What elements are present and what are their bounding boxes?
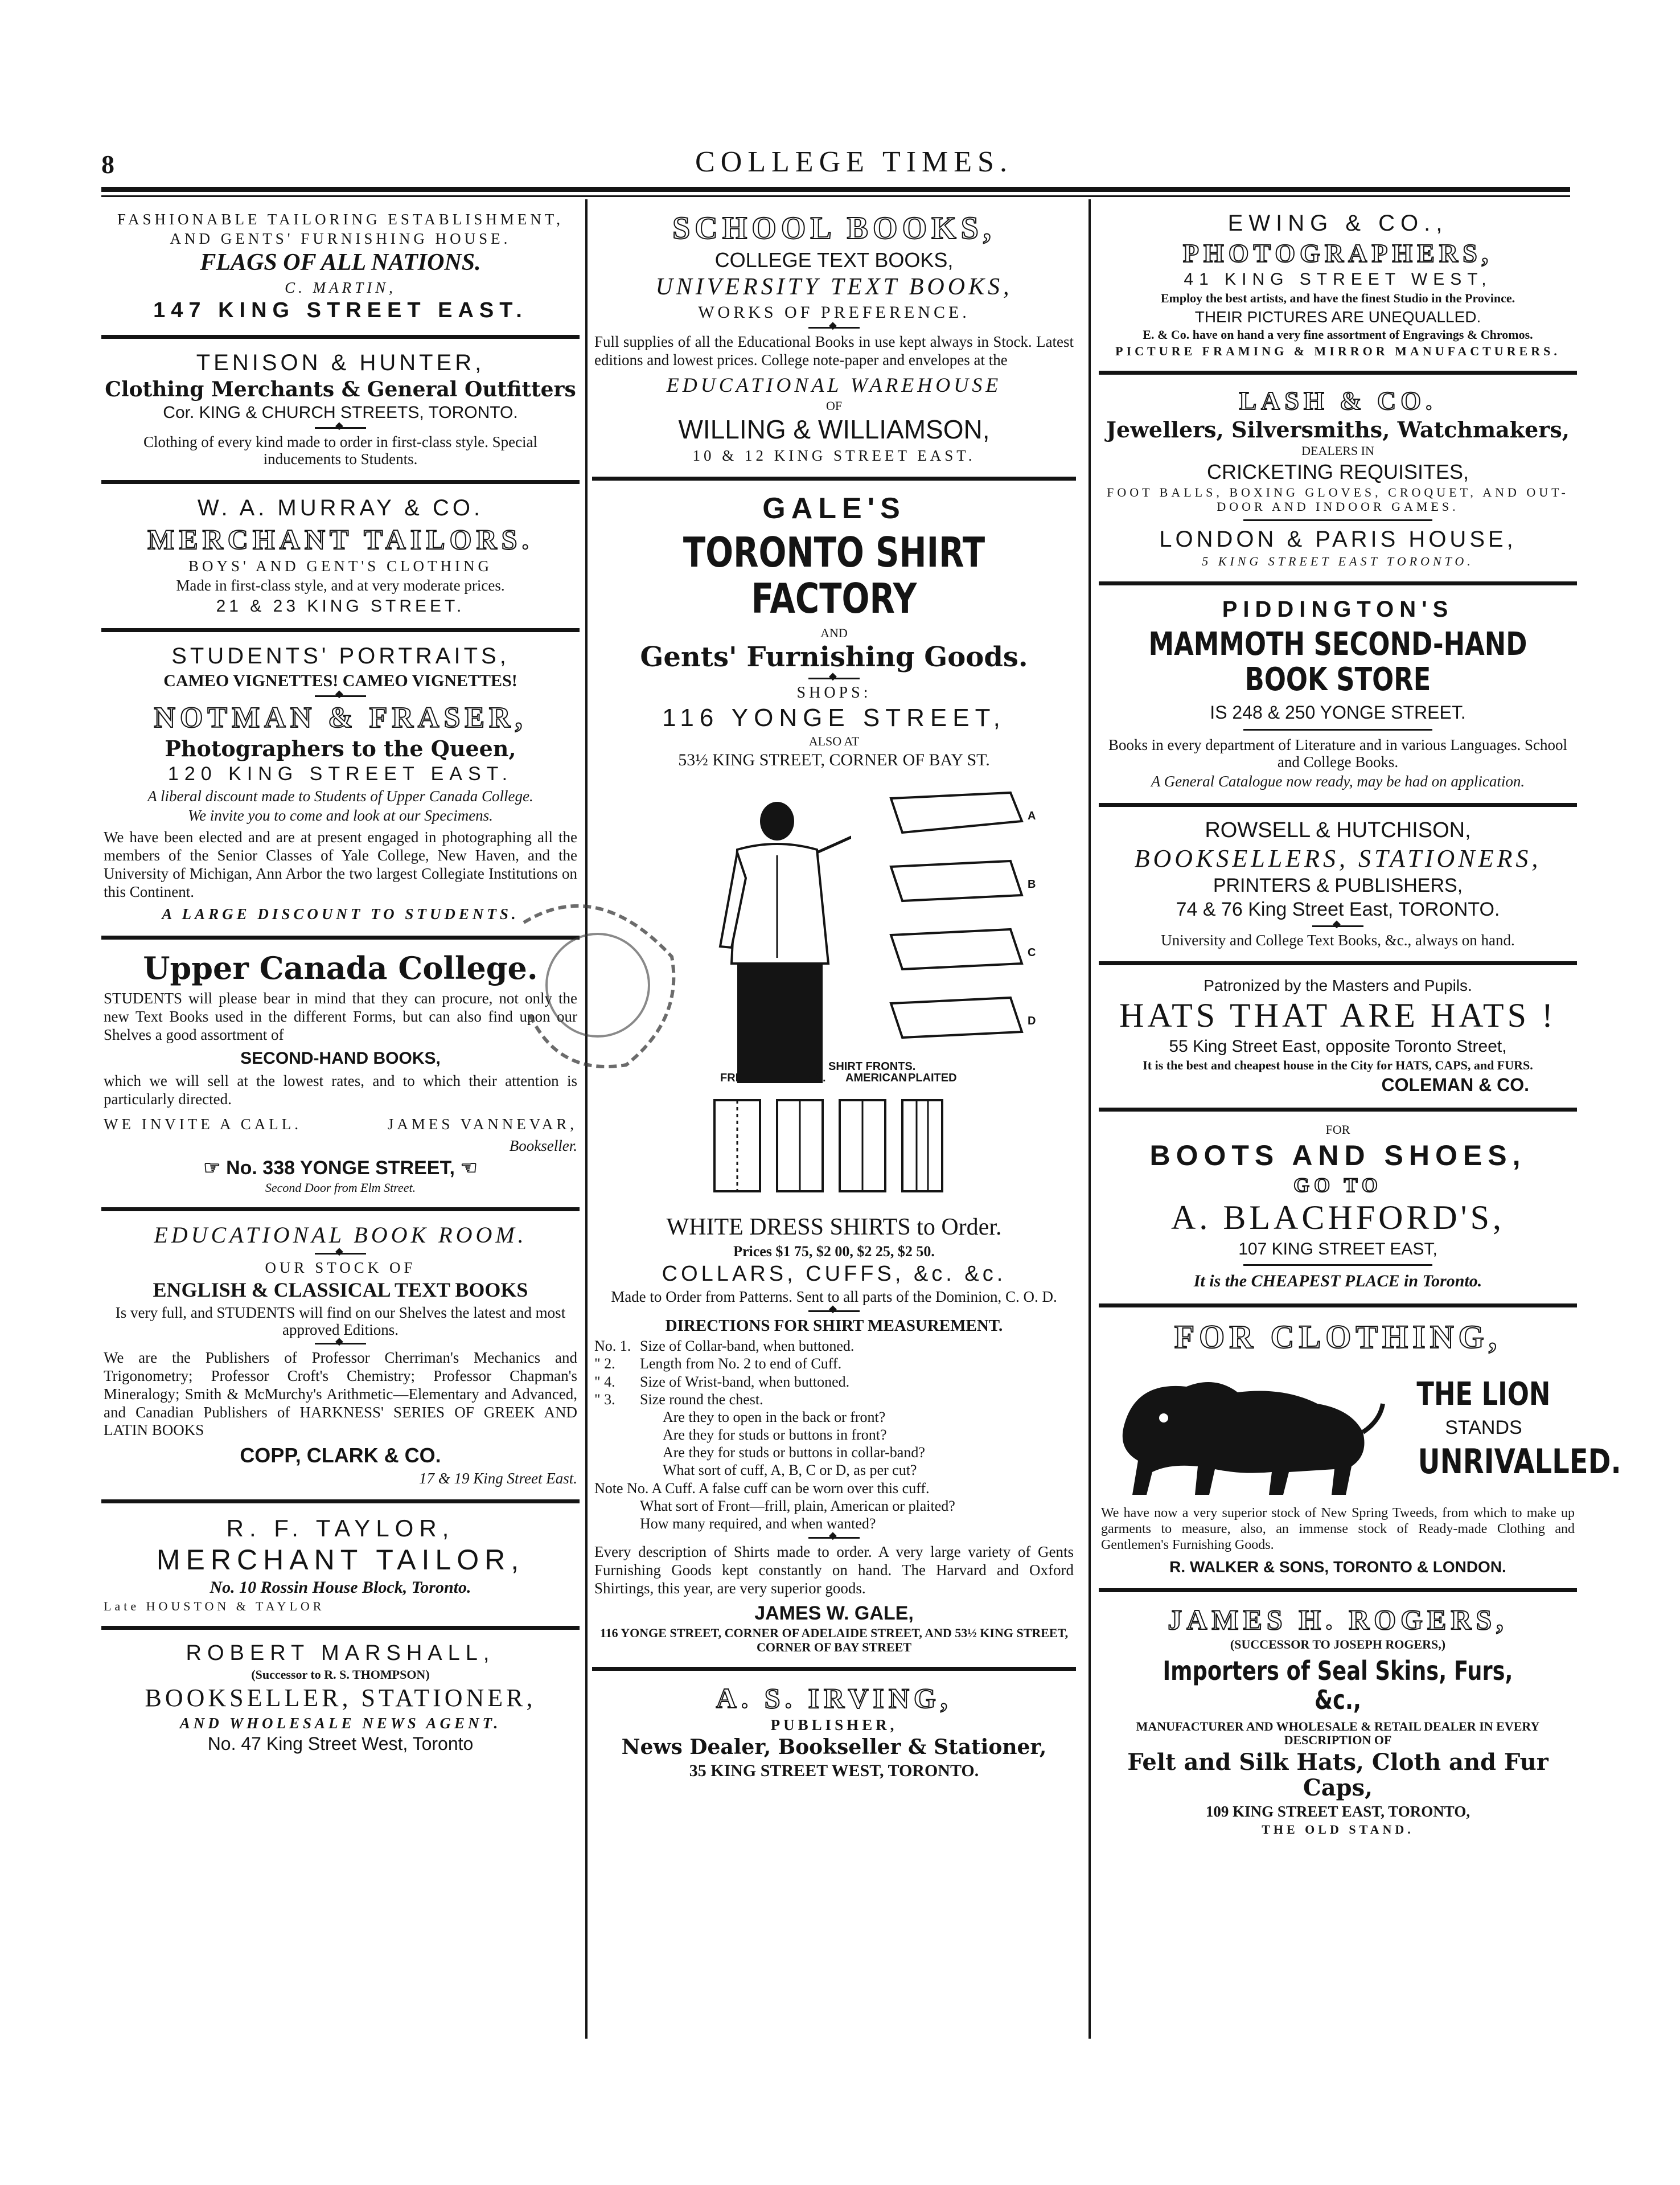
ad-rowsell-trade: BOOKSELLERS, STATIONERS, [1134,845,1542,873]
ad-copp-name: COPP, CLARK & CO. [240,1444,441,1467]
ad-walker-name: R. WALKER & SONS, TORONTO & LONDON. [1169,1557,1506,1576]
ad-ucc-invite: WE INVITE A CALL. [104,1116,302,1133]
page-number: 8 [101,150,114,179]
ad-willing-of: OF [825,398,843,413]
ad-gale-every: Every description of Shirts made to order. A very large variety of Gents Furnishing Goods kept constantly on hand. The Harvard and Oxford Shirtings, this year, are very superior goods. [594,1543,1074,1597]
cuff-diagrams-icon [885,787,1033,1055]
ad-willing-h2: COLLEGE TEXT BOOKS, [714,248,954,272]
ad-marshall-name: ROBERT MARSHALL, [186,1641,495,1666]
ad-notman-address: 120 KING STREET EAST. [167,763,514,785]
ad-gale-also: ALSO AT [808,733,860,748]
ad-rogers-trade2: Felt and Silk Hats, Cloth and Fur Caps, [1127,1748,1548,1801]
divider-ornament [315,1253,366,1255]
ad-gale-addr1: 116 YONGE STREET, [662,704,1006,732]
divider-ornament [315,1343,366,1344]
ad-marshall [101,1630,580,1767]
cuff-label-a: A [1028,809,1036,822]
ad-rowsell-name: ROWSELL & HUTCHISON, [1205,818,1471,842]
ad-coleman-l1: Patronized by the Masters and Pupils. [1203,976,1472,994]
ad-tenison [101,339,580,484]
ad-irving-trade: News Dealer, Bookseller & Stationer, [621,1735,1047,1760]
ad-lash-name: LASH & CO. [1239,386,1437,416]
ad-walker-lion1: THE LION [1416,1375,1551,1413]
ad-irving [592,1671,1076,1793]
ad-copp-l1: OUR STOCK OF [265,1259,416,1277]
ad-gale-white: WHITE DRESS SHIRTS to Order. [666,1214,1002,1240]
divider-rule [1243,1264,1433,1266]
header-rule [101,187,1570,192]
ad-upper-canada-college [101,940,580,1212]
ad-blachford-goto: GO TO [1293,1174,1382,1196]
ad-willing-williamson [592,199,1076,481]
header-rule-thin [101,195,1570,197]
ad-gale-shops: SHOPS: [796,683,872,702]
ad-blachford-tag: It is the CHEAPEST PLACE in Toronto. [1193,1272,1482,1291]
ad-marshall-sub: (Successor to R. S. THOMPSON) [251,1667,430,1682]
ad-rowsell [1099,807,1577,965]
ad-willing-warehouse: EDUCATIONAL WAREHOUSE [666,374,1002,397]
ad-gale-name: JAMES W. GALE, [754,1602,914,1624]
ad-gale-prices: Prices $1 75, $2 00, $2 25, $2 50. [733,1243,935,1260]
divider-rule [1243,729,1433,731]
direction-item: " 4. Size of Wrist-band, when buttoned. [594,1373,850,1390]
ad-willing-h4: WORKS OF PREFERENCE. [698,303,970,322]
cuff-label-b: B [1028,878,1036,891]
ad-notman-name: NOTMAN & FRASER, [154,701,527,734]
column-divider-left [585,199,588,2039]
ad-blachford-name: A. BLACHFORD'S, [1171,1199,1505,1237]
ad-willing-name: WILLING & WILLIAMSON, [678,415,990,445]
ad-piddington-name: PIDDINGTON'S [1222,596,1454,622]
ad-rogers-sub: (SUCCESSOR TO JOSEPH ROGERS,) [1230,1637,1446,1651]
ad-irving-name: A. S. IRVING, [716,1682,952,1715]
ad-willing-h3: UNIVERSITY TEXT BOOKS, [655,274,1013,301]
shirt-front-plain: PLAIN. [788,1071,826,1084]
ad-taylor-note: Late HOUSTON & TAYLOR [104,1598,325,1613]
divider-ornament [315,427,366,429]
ad-gale-collars: COLLARS, CUFFS, &c. &c. [662,1261,1007,1286]
ad-lash-l3: LONDON & PARIS HOUSE, [1159,527,1517,552]
ad-lash-l2: FOOT BALLS, BOXING GLOVES, CROQUET, AND OUT-DOOR AND INDOOR GAMES. [1107,485,1569,514]
ad-murray-line1: BOYS' AND GENT'S CLOTHING [188,557,492,575]
ad-lash-dealers: DEALERS IN [1301,444,1374,458]
ad-ewing-trade: PHOTOGRAPHERS, [1182,238,1493,268]
ad-murray-name: W. A. MURRAY & CO. [197,495,484,521]
direction-note: How many required, and when wanted? [640,1515,876,1532]
ad-piddington [1099,585,1577,807]
ad-martin [101,199,580,339]
ad-blachford-headline: BOOTS AND SHOES, [1149,1139,1526,1171]
ad-ucc-proprietor: JAMES VANNEVAR, [387,1116,577,1133]
ad-gale-h2: TORONTO SHIRT FACTORY [683,528,985,622]
ad-murray-address: 21 & 23 KING STREET. [216,596,465,616]
shirt-front-frill: FRILL. [720,1071,756,1084]
ad-coleman-headline: HATS THAT ARE HATS ! [1119,997,1556,1035]
running-title: COLLEGE TIMES. [695,146,1013,178]
ad-notman-trade: Photographers to the Queen, [165,735,516,761]
column-1 [101,199,580,1767]
ad-gale-made: Made to Order from Patterns. Sent to all parts of the Dominion, C. O. D. [611,1288,1057,1306]
divider-ornament [808,1537,860,1539]
ad-martin-address: 147 KING STREET EAST. [153,298,528,322]
ad-ewing-l3: E. & Co. have on hand a very fine assortment of Engravings & Chromos. [1143,327,1533,342]
pointing-hand-icon: ☞ [203,1157,227,1179]
ad-coleman-l2: It is the best and cheapest house in the City for HATS, CAPS, and FURS. [1143,1057,1533,1072]
ad-murray-line2: Made in first-class style, and at very moderate prices. [176,577,505,595]
ad-copp-l2: ENGLISH & CLASSICAL TEXT BOOKS [153,1278,528,1302]
ad-coleman [1099,965,1577,1112]
shirt-front-american: AMERICAN [845,1071,907,1084]
ad-ucc-sub: Second Door from Elm Street. [265,1180,416,1195]
direction-item: " 2. Length from No. 2 to end of Cuff. [594,1355,842,1372]
direction-question: What sort of cuff, A, B, C or D, as per cut? [663,1462,917,1479]
ad-blachford-for: FOR [1325,1122,1350,1137]
ad-ewing-name: EWING & CO., [1227,211,1448,236]
ad-notman-headline: STUDENTS' PORTRAITS, [171,643,510,669]
ad-lash-trade: Jewellers, Silversmiths, Watchmakers, [1106,416,1570,442]
ad-gale-addr-small: 116 YONGE STREET, CORNER OF ADELAIDE STREET, AND 53½ KING STREET, CORNER OF BAY STREET [599,1625,1069,1654]
cuff-label-d: D [1028,1014,1036,1027]
ad-piddington-trade: MAMMOTH SECOND-HAND BOOK STORE [1148,625,1527,699]
ad-rogers-l1: MANUFACTURER AND WHOLESALE & RETAIL DEALER IN EVERY DESCRIPTION OF [1136,1719,1540,1748]
direction-item: No. 1. Size of Collar-band, when buttoned. [594,1338,855,1355]
ad-notman-body: We have been elected and are at present engaged in photographing all the members of the Senior Classes of Yale College, New Haven, and the University of Michigan, Ann Arbor the two largest Collegiate Institutions on this Continent. [104,829,577,900]
shirt-fronts-icon [703,1094,948,1197]
column-3 [1099,199,1621,1849]
divider-ornament [808,678,860,679]
ad-irving-role: PUBLISHER, [770,1716,898,1734]
ad-piddington-body: Books in every department of Literature and in various Languages. School and College Books. [1108,736,1568,771]
ad-ucc-role: Bookseller. [509,1137,577,1155]
shirt-front-plaited: PLAITED [908,1071,957,1084]
ad-ucc-body2: which we will sell at the lowest rates, and to which their attention is particularly directed. [104,1072,577,1108]
ad-notman [101,632,580,939]
ad-martin-line1: FASHIONABLE TAILORING ESTABLISHMENT, [117,211,564,228]
ad-ucc-address: ☞ No. 338 YONGE STREET, ☜ [203,1157,478,1179]
column-divider-right [1088,199,1091,2039]
ad-taylor-address: No. 10 Rossin House Block, Toronto. [210,1577,471,1597]
ad-tenison-trade: Clothing Merchants & General Outfitters [105,378,576,402]
ad-tenison-body: Clothing of every kind made to order in first-class style. Special inducements to Students. [143,433,538,468]
ad-ucc-body1: STUDENTS will please bear in mind that they can procure, not only the new Text Books used in the different Forms, but can also find upon our Shelves a good assortment of [104,990,577,1043]
ad-rogers-name: JAMES H. ROGERS, [1168,1603,1508,1635]
direction-question: Are they for studs or buttons in collar-band? [663,1444,925,1461]
ad-tenison-address: Cor. KING & CHURCH STREETS, TORONTO. [163,403,518,423]
ad-willing-address: 10 & 12 KING STREET EAST. [692,446,976,464]
lion-icon [1101,1358,1386,1501]
ad-notman-footer: A LARGE DISCOUNT TO STUDENTS. [162,905,519,923]
ad-rowsell-address: 74 & 76 King Street East, TORONTO. [1176,899,1500,921]
ad-murray [101,484,580,632]
ad-marshall-trade2: AND WHOLESALE NEWS AGENT. [179,1714,502,1732]
ad-willing-body: Full supplies of all the Educational Books in use kept always in Stock. Latest editions and lowest prices. College note-paper and envelopes at the [594,333,1074,368]
direction-note: Note No. A Cuff. A false cuff can be worn over this cuff. [594,1479,930,1497]
ad-notman-cameo: CAMEO VIGNETTES! CAMEO VIGNETTES! [163,671,517,691]
pointing-hand-icon: ☜ [454,1157,478,1179]
ad-notman-invite: We invite you to come and look at our Specimens. [188,806,493,824]
ad-irving-address: 35 KING STREET WEST, TORONTO. [689,1761,979,1780]
ad-taylor [101,1503,580,1630]
ad-coleman-name: COLEMAN & CO. [1381,1074,1529,1095]
ad-lash-address: 5 KING STREET EAST TORONTO. [1202,554,1474,569]
ad-taylor-trade: MERCHANT TAILOR, [156,1543,525,1576]
ad-lash [1099,375,1577,585]
ad-taylor-name: R. F. TAYLOR, [226,1514,455,1542]
ad-copp-clark [101,1211,580,1503]
ad-murray-trade: MERCHANT TAILORS. [147,523,533,556]
ad-gale-h1: GALE'S [762,492,906,526]
direction-item: " 3. Size round the chest. [594,1391,763,1408]
ad-gale-and: AND [820,625,848,640]
ad-rogers-address: 109 KING STREET EAST, TORONTO, [1205,1803,1470,1821]
ad-copp-title: EDUCATIONAL BOOK ROOM. [154,1222,527,1248]
ad-walker-headline: FOR CLOTHING, [1174,1318,1502,1355]
ad-rowsell-trade2: PRINTERS & PUBLISHERS, [1213,875,1463,897]
ad-copp-body: We are the Publishers of Professor Cherriman's Mechanics and Trigonometry; Professor Croft's Chemistry; Professor Chapman's Mineralogy; Smith & McMurchy's Arithmetic—Elementary and Advanced, and Canadian Publishers of HARKNESS' SERIES OF GREEK AND LATIN BOOKS [104,1349,577,1439]
ad-willing-h1: SCHOOL BOOKS, [672,211,996,246]
ad-ewing-l4: PICTURE FRAMING & MIRROR MANUFACTURERS. [1115,343,1560,358]
ad-lash-l1: CRICKETING REQUISITES, [1206,460,1469,483]
ad-ewing-l2: THEIR PICTURES ARE UNEQUALLED. [1194,308,1481,326]
ad-walker [1099,1307,1621,1592]
ad-walker-lion2: STANDS [1445,1417,1522,1439]
ad-blachford-address: 107 KING STREET EAST, [1238,1239,1437,1258]
direction-note: What sort of Front—frill, plain, American or plaited? [640,1497,955,1514]
direction-question: Are they to open in the back or front? [663,1408,886,1425]
ad-piddington-catalogue: A General Catalogue now ready, may be had on application. [1151,773,1525,790]
ad-ewing-address: 41 KING STREET WEST, [1184,270,1492,289]
divider-ornament [315,695,366,697]
ad-rowsell-body: University and College Text Books, &c., always on hand. [1161,931,1515,949]
ad-ewing-l1: Employ the best artists, and have the finest Studio in the Province. [1160,290,1515,305]
ad-rogers-stand: THE OLD STAND. [1262,1822,1414,1836]
ad-copp-address: 17 & 19 King Street East. [419,1469,577,1487]
ad-gale-h3: Gents' Furnishing Goods. [640,641,1028,674]
shirt-fronts-title: SHIRT FRONTS. [828,1060,916,1073]
ad-copp-l3: Is very full, and STUDENTS will find on our Shelves the latest and most approved Editions. [115,1303,566,1338]
ad-gale-dir-title: DIRECTIONS FOR SHIRT MEASUREMENT. [665,1316,1003,1335]
direction-question: Are they for studs or buttons in front? [663,1426,887,1444]
ad-gale-addr2: 53½ KING STREET, CORNER OF BAY ST. [678,751,990,770]
divider-ornament [808,327,860,329]
ad-tenison-name: TENISON & HUNTER, [196,350,485,376]
ad-notman-discount: A liberal discount made to Students of Upper Canada College. [147,787,533,805]
divider-ornament [1312,925,1363,927]
library-stamp-icon [512,888,683,1076]
ad-ucc-title: Upper Canada College. [143,949,538,986]
ad-ucc-secondhand: SECOND-HAND BOOKS, [240,1048,441,1068]
ad-piddington-address: IS 248 & 250 YONGE STREET. [1210,702,1466,723]
ad-walker-body: We have now a very superior stock of New Spring Tweeds, from which to make up garments to measure, also, an immense stock of Ready-made Clothing and Gentlemen's Furnishing Goods. [1101,1505,1575,1553]
ad-martin-flags: FLAGS OF ALL NATIONS. [200,249,481,276]
divider-rule [1243,519,1433,521]
ad-martin-proprietor: C. MARTIN, [285,278,396,296]
ad-rogers [1099,1592,1577,1849]
ad-blachford [1099,1112,1577,1307]
ad-coleman-address: 55 King Street East, opposite Toronto Street, [1169,1037,1507,1056]
ad-ewing [1099,199,1577,375]
ad-martin-line2: AND GENTS' FURNISHING HOUSE. [170,230,511,248]
ad-marshall-trade: BOOKSELLER, STATIONER, [145,1684,536,1712]
ad-marshall-address: No. 47 King Street West, Toronto [207,1733,474,1754]
measurement-directions [594,1337,1074,1532]
ad-rogers-trade: Importers of Seal Skins, Furs, &c., [1163,1655,1513,1716]
divider-ornament [808,1310,860,1312]
cuff-label-c: C [1028,946,1036,959]
ad-walker-lion3: UNRIVALLED. [1418,1442,1621,1482]
